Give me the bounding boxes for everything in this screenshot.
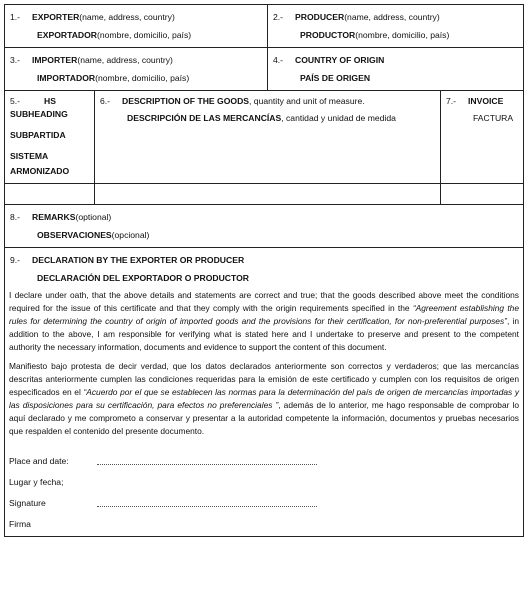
place-and-date-label: Place and date: bbox=[9, 456, 69, 467]
signature-field[interactable] bbox=[97, 498, 317, 507]
subpartida-label: SUBPARTIDA bbox=[10, 130, 66, 140]
box-hs-subheading[interactable] bbox=[5, 91, 95, 183]
pais-de-origen-label: PAÍS DE ORIGEN bbox=[300, 72, 371, 83]
firma-label: Firma bbox=[9, 519, 31, 530]
invoice-entry[interactable] bbox=[441, 184, 523, 204]
productor-label-detail: (nombre, domicilio, país) bbox=[355, 29, 450, 40]
declaration-es-part2: , además de lo anterior, me hago responsable de comprobar lo aquí declarado y me comprometo a conservar y presentar a la autoridad competente la información, documentos y pruebas necesarios que respalden el contenido del presente documento. bbox=[9, 400, 519, 437]
place-and-date-field[interactable] bbox=[97, 456, 317, 465]
lugar-fecha-row bbox=[9, 467, 519, 488]
row-exporter-producer bbox=[5, 5, 523, 48]
box2-number: 2.- bbox=[273, 11, 284, 22]
importer-label-detail: (name, address, country) bbox=[77, 54, 173, 65]
box-country-of-origin[interactable] bbox=[268, 48, 523, 90]
box-declaration bbox=[5, 248, 523, 536]
box-description-of-goods[interactable] bbox=[95, 91, 441, 183]
box3-number: 3.- bbox=[10, 54, 21, 65]
declaration-en-agreement-title: “Agreement establishing the rules for determining the country of origin of imported goods and the provisions for their certification, for non-preferential purposes” bbox=[9, 303, 519, 327]
description-of-goods-detail: , quantity and unit of measure. bbox=[249, 96, 365, 107]
certificate-of-origin-form bbox=[4, 4, 524, 537]
producer-label-detail: (name, address, country) bbox=[344, 11, 440, 22]
declaration-es-part1: Manifiesto bajo protesta de decir verdad, que los datos declarados anteriormente son correctos y verdaderos; que las mercancías descritas anteriormente cumplen las condiciones requeridas para la emisión de este certificado y cumplen con los requisitos de origen especificados en el bbox=[9, 361, 519, 398]
factura-label: FACTURA bbox=[473, 112, 514, 123]
hs-subheading-entry[interactable] bbox=[5, 184, 95, 204]
producer-label: PRODUCER bbox=[295, 11, 345, 22]
hs-label: HS bbox=[44, 96, 56, 107]
descripcion-mercancias-detail: , cantidad y unidad de medida bbox=[281, 112, 396, 123]
box9-number: 9.- bbox=[10, 254, 21, 265]
signature-row bbox=[9, 488, 519, 509]
box4-number: 4.- bbox=[273, 54, 284, 65]
description-of-goods-label: DESCRIPTION OF THE GOODS bbox=[122, 96, 250, 107]
lugar-y-fecha-label: Lugar y fecha; bbox=[9, 477, 64, 488]
declaration-text-spanish bbox=[5, 358, 523, 442]
box-producer[interactable] bbox=[268, 5, 523, 47]
importador-label: IMPORTADOR bbox=[37, 72, 96, 83]
productor-label: PRODUCTOR bbox=[300, 29, 356, 40]
signature-label: Signature bbox=[9, 498, 46, 509]
exportador-label: EXPORTADOR bbox=[37, 29, 98, 40]
exporter-label: EXPORTER bbox=[32, 11, 80, 22]
declaration-label: DECLARATION BY THE EXPORTER OR PRODUCER bbox=[32, 254, 245, 265]
country-of-origin-label: COUNTRY OF ORIGIN bbox=[295, 54, 385, 65]
subheading-label: SUBHEADING bbox=[10, 109, 68, 119]
description-entry[interactable] bbox=[95, 184, 441, 204]
armonizado-label: ARMONIZADO bbox=[10, 166, 70, 176]
observaciones-label: OBSERVACIONES bbox=[37, 229, 112, 240]
declaration-text-english bbox=[5, 287, 523, 358]
invoice-label: INVOICE bbox=[468, 96, 504, 107]
exporter-label-detail: (name, address, country) bbox=[79, 11, 175, 22]
importer-label: IMPORTER bbox=[32, 54, 78, 65]
box5-number: 5.- bbox=[10, 96, 21, 107]
declaration-en-part2: , in addition to the above, I am responsible for verifying what is stated here and I undertake to preserve and present to the competent authority the necessary information, documents and evidence to support the content of this document. bbox=[9, 316, 519, 353]
box-importer[interactable] bbox=[5, 48, 268, 90]
exportador-label-detail: (nombre, domicilio, país) bbox=[97, 29, 192, 40]
descripcion-mercancias-label: DESCRIPCIÓN DE LAS MERCANCÍAS bbox=[127, 112, 282, 123]
box7-number: 7.- bbox=[446, 96, 457, 107]
sistema-label: SISTEMA bbox=[10, 151, 49, 161]
remarks-label: REMARKS bbox=[32, 211, 76, 222]
declaracion-label: DECLARACIÓN DEL EXPORTADOR O PRODUCTOR bbox=[37, 272, 249, 283]
row-goods-entry bbox=[5, 184, 523, 205]
row-remarks bbox=[5, 205, 523, 248]
firma-row bbox=[9, 509, 519, 530]
declaration-en-part1: I declare under oath, that the above details and statements are correct and true; that the goods described above meet the conditions required for the issue of this certificate and that they comply with the origin requirements specified in the bbox=[9, 290, 519, 314]
importador-label-detail: (nombre, domicilio, país) bbox=[95, 72, 190, 83]
box-invoice[interactable] bbox=[441, 91, 523, 183]
row-goods-header bbox=[5, 91, 523, 184]
box6-number: 6.- bbox=[100, 96, 111, 107]
box8-number: 8.- bbox=[10, 211, 21, 222]
place-date-row bbox=[9, 446, 519, 467]
remarks-label-detail: (optional) bbox=[75, 211, 112, 222]
box-exporter[interactable] bbox=[5, 5, 268, 47]
signature-block bbox=[5, 442, 523, 536]
observaciones-label-detail: (opcional) bbox=[111, 229, 150, 240]
box1-number: 1.- bbox=[10, 11, 21, 22]
box-remarks[interactable] bbox=[5, 205, 523, 247]
row-importer-origin bbox=[5, 48, 523, 91]
declaration-es-agreement-title: “Acuerdo por el que se establecen las normas para la determinación del país de origen de mercancías importadas y las disposiciones para su certificación, para efectos no preferenciales ” bbox=[9, 387, 520, 411]
